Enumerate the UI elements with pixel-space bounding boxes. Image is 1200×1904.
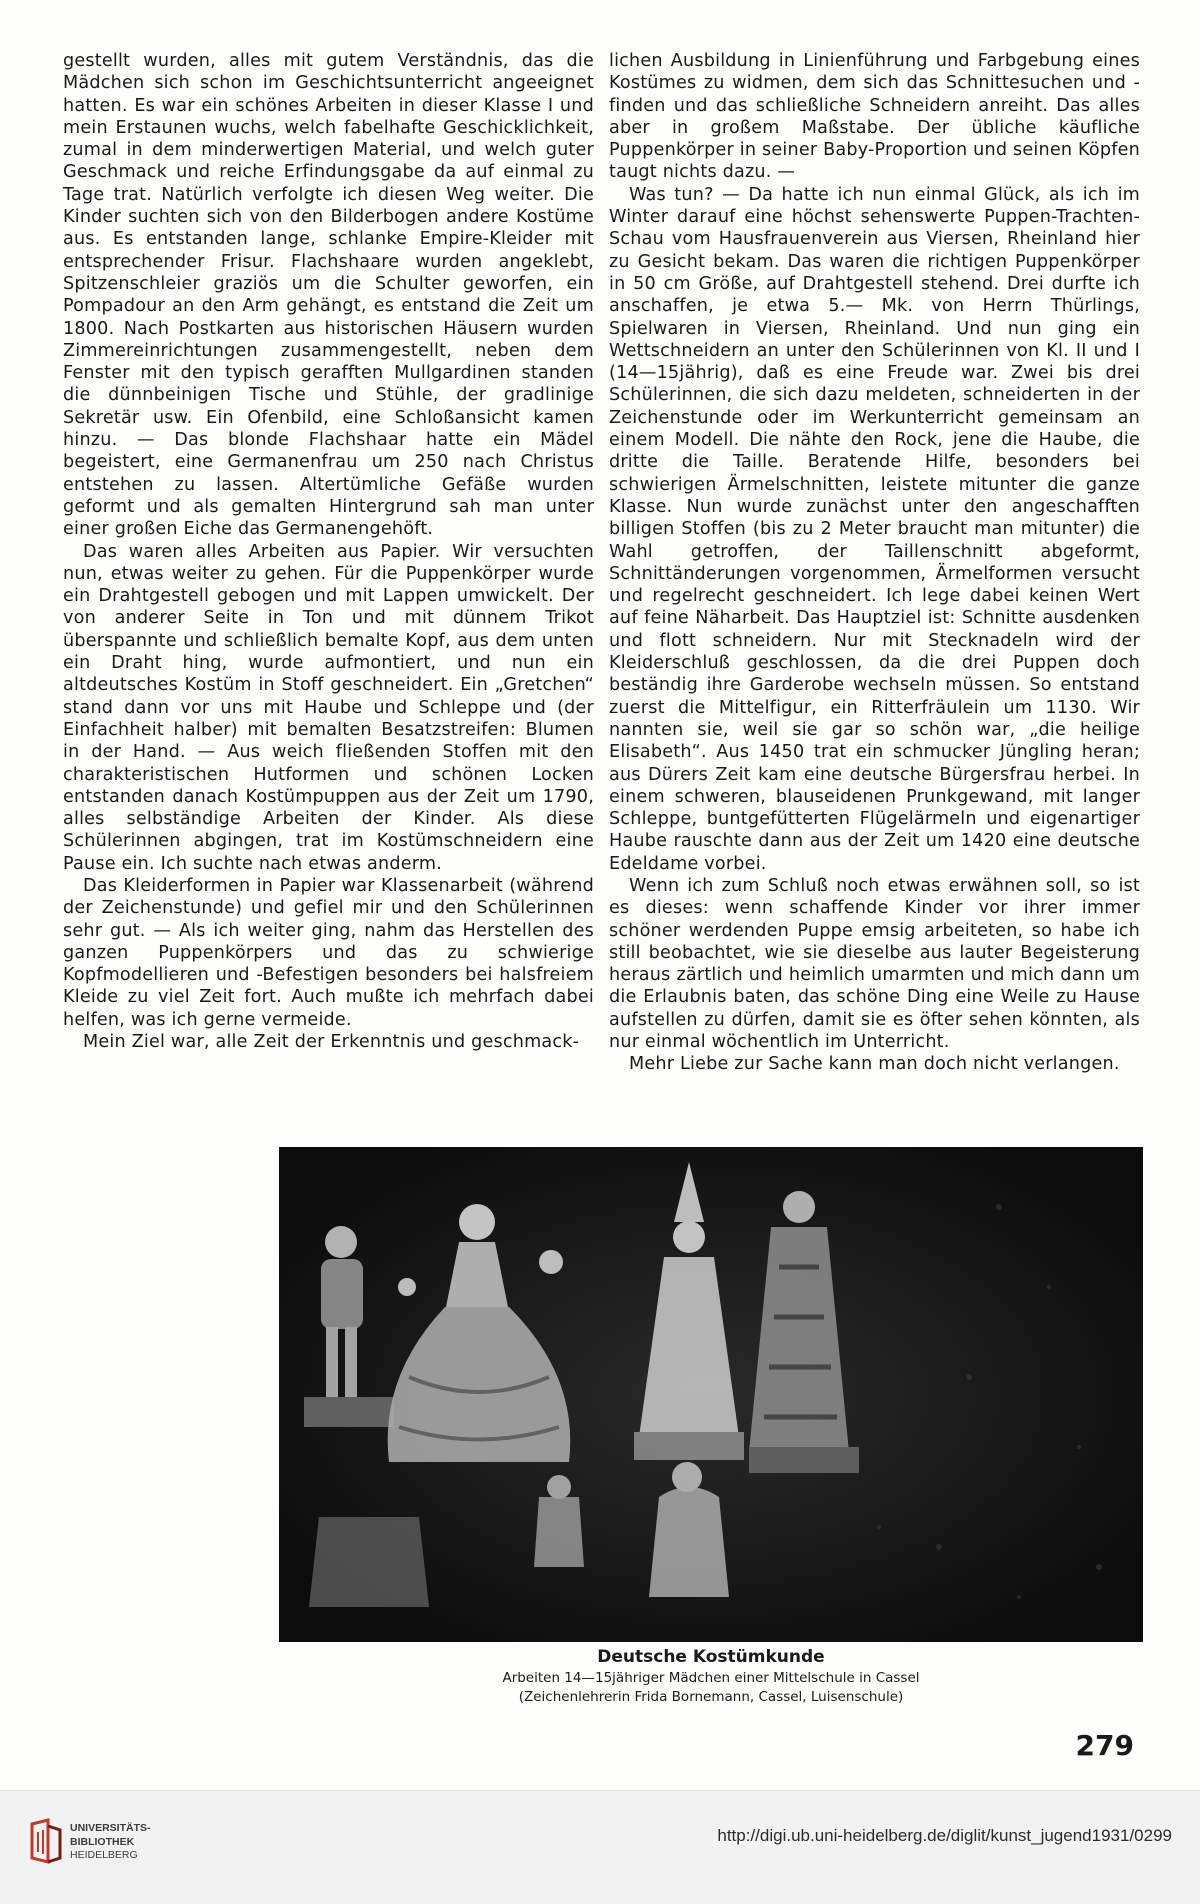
- figure-caption-line-1: Arbeiten 14—15jähriger Mädchen einer Mittelschule in Cassel: [502, 1670, 920, 1686]
- paragraph: Was tun? — Da hatte ich nun einmal Glück, als ich im Winter darauf eine höchst sehenswerte Puppen-Trachten-Schau vom Hausfrauenverein aus Viersen, Rheinland hier zu Gesicht bekam. Das waren die richtigen Puppenkörper in 50 cm Größe, auf Drahtgestell stehend. Drei durfte ich anschaffen, je etwa 5.— Mk. von Herrn Thürlings, Spielwaren in Viersen, Rheinland. Und nun ging ein Wettschneidern an unter den Schülerinnen von Kl. II und I (14—15jährig), daß es eine Freude war. Zwei bis drei Schülerinnen, die sich dazu meldeten, schneiderten in der Zeichenstunde oder im Werkunterricht gemeinsam an einem Modell. Die nähte den Rock, jene die Haube, die dritte die Taille. Beratende Hilfe, besonders bei schwierigen Ärmelschnitten, leistete mitunter die ganze Klasse. Nun wurde zunächst unter den angeschafften billigen Stoffen (bis zu 2 Meter braucht man mitunter) die Wahl getroffen, der Taillenschnitt abgeformt, Schnittänderungen vorgenommen, Ärmelformen versucht und regelrecht geschneidert. Ich lege dabei keinen Wert auf feine Näharbeit. Das Hauptziel ist: Schnitte ausdenken und flott schneidern. Nur mit Stecknadeln wird der Kleiderschluß geschlossen, da die drei Puppen doch beständig ihre Garderobe wechseln müssen. So entstand zuerst die Mittelfigur, ein Ritterfräulein um 1130. Wir nannten sie, weil sie gar so schön war, „die heilige Elisabeth“. Aus 1450 trat ein schmucker Jüngling heran; aus Dürers Zeit kam eine deutsche Bürgersfrau herbei. In einem schweren, blauseidenen Prunkgewand, mit langer Schleppe, buntgefütterten Flügelärmeln und eigenartiger Haube rauschte dann aus der Zeit um 1420 eine deutsche Edeldame vorbei.: [609, 184, 1140, 874]
- figure-caption-line-2: (Zeichenlehrerin Frida Bornemann, Cassel, Luisenschule): [518, 1689, 904, 1705]
- photo-illustration: [279, 1147, 1143, 1642]
- costume-dolls-photo: [279, 1147, 1143, 1642]
- figure-caption-title: Deutsche Kostümkunde: [597, 1647, 825, 1667]
- paragraph: Mein Ziel war, alle Zeit der Erkenntnis und geschmack-: [83, 1032, 580, 1053]
- text-column-right: [609, 50, 1140, 1076]
- library-footer: [0, 1790, 1200, 1904]
- paragraph: Wenn ich zum Schluß noch etwas erwähnen soll, so ist es dieses: wenn schaffende Kinder vor ihrer immer schöner werdenden Puppe emsig arbeiteten, so habe ich still beobachtet, wie sie dieselbe aus lauter Begeisterung heraus zärtlich und heimlich umarmten und mich dann um die Erlaubnis baten, das schöne Ding eine Weile zu Hause aufstellen zu dürfen, damit sie es öfter sehen könnten, als nur einmal wöchentlich im Unterricht.: [609, 875, 1140, 1053]
- paragraph: Das Kleiderformen in Papier war Klassenarbeit (während der Zeichenstunde) und gefiel mir und den Schülerinnen sehr gut. — Als ich weiter ging, nahm das Herstellen des ganzen Puppenkörpers und das zu schwierige Kopfmodellieren und -Befestigen besonders bei halsfreiem Kleide zu viel Zeit fort. Auch mußte ich mehrfach dabei helfen, was ich gerne vermeide.: [63, 875, 594, 1030]
- logo-line-1: UNIVERSITÄTS-: [70, 1822, 151, 1834]
- library-logo-text: [70, 1822, 151, 1863]
- paragraph: Das waren alles Arbeiten aus Papier. Wir versuchten nun, etwas weiter zu gehen. Für die Puppenkörper wurde ein Drahtgestell gebogen und mit Lappen umwickelt. Der von anderer Seite in Ton und mit dünnem Trikot überspannte und schließlich bemalte Kopf, aus dem unten ein Draht hing, wurde aufmontiert, und nun ein altdeutsches Kostüm in Stoff geschneidert. Ein „Gretchen“ stand dann vor uns mit Haube und Schleppe und (der Einfachheit halber) mit bemalten Besatzstreifen: Blumen in der Hand. — Aus weich fließenden Stoffen mit den charakteristischen Hutformen und schönen Locken entstanden danach Kostümpuppen aus der Zeit um 1790, alles selbständige Arbeiten der Kinder. Als diese Schülerinnen abgingen, trat im Kostümschneidern eine Pause ein. Ich suchte nach etwas anderm.: [63, 541, 594, 874]
- text-column-left: [63, 50, 594, 1053]
- paragraph: Mehr Liebe zur Sache kann man doch nicht verlangen.: [629, 1054, 1120, 1075]
- paragraph: gestellt wurden, alles mit gutem Verständnis, das die Mädchen sich schon im Geschichtsunterricht angeeignet hatten. Es war ein schönes Arbeiten in dieser Klasse I und mein Erstaunen wuchs, welch fabelhafte Geschicklichkeit, zumal in dem minderwertigen Material, und welch guter Geschmack und reiche Erfindungsgabe da auf einmal zu Tage trat. Natürlich verfolgte ich diesen Weg weiter. Die Kinder suchten sich von den Bilderbogen andere Kostüme aus. Es entstanden lange, schlanke Empire-Kleider mit entsprechender Frisur. Flachshaare wurden angeklebt, Spitzenschleier graziös um die Schulter geworfen, ein Pompadour an den Arm gehängt, es entstand die Zeit um 1800. Nach Postkarten aus historischen Häusern wurden Zimmereinrichtungen zusammengestellt, neben dem Fenster mit den typisch gerafften Mullgardinen standen die dünnbeinigen Tische und Stühle, der gradlinige Sekretär usw. Ein Ofenbild, eine Schloßansicht kamen hinzu. — Das blonde Flachshaar hatte ein Mädel begeistert, eine Germanenfrau um 250 nach Christus entstehen zu lassen. Altertümliche Gefäße wurden geformt und als gemalten Hintergrund sah man unter einer großen Eiche das Germanengehöft.: [63, 51, 594, 540]
- page-number: 279: [1075, 1729, 1134, 1762]
- logo-line-2: BIBLIOTHEK: [70, 1835, 135, 1848]
- logo-line-3: HEIDELBERG: [70, 1849, 138, 1861]
- source-url-link[interactable]: http://digi.ub.uni-heidelberg.de/diglit/kunst_jugend1931/0299: [717, 1826, 1172, 1845]
- library-logo-icon[interactable]: [28, 1818, 66, 1864]
- paragraph: lichen Ausbildung in Linienführung und Farbgebung eines Kostümes zu widmen, dem sich das Schnittesuchen und -finden und das schließliche Schneidern anreiht. Das alles aber in großem Maßstabe. Der übliche käufliche Puppenkörper in seiner Baby-Proportion und seinen Köpfen taugt nichts dazu. —: [609, 51, 1140, 183]
